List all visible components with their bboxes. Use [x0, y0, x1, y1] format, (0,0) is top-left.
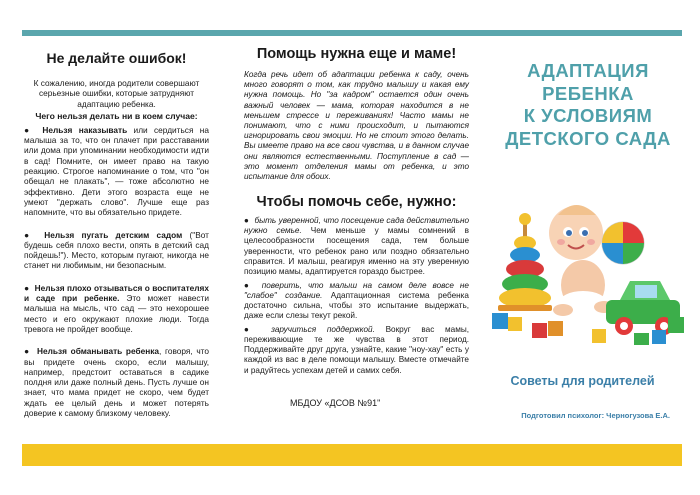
- item-text: ("Вот будешь себя плохо вести, опять в детский сад пойдешь!"). Место, которым пугают, никогда не станет ни любимым, ни безопасным.: [24, 229, 209, 271]
- bullet-icon: ●: [24, 282, 30, 293]
- bullet-icon: ●: [24, 346, 31, 357]
- ring-pyramid-icon: [498, 213, 552, 311]
- bullet-icon: ●: [24, 124, 34, 135]
- item-bold: Нельзя пугать детским садом: [44, 229, 183, 240]
- ball-icon: [602, 222, 644, 264]
- list-item: [24, 125, 209, 218]
- list-item: [24, 283, 209, 334]
- item-bold: Нельзя наказывать: [42, 124, 128, 135]
- title-line: ДЕТСКОГО САДА: [505, 127, 671, 149]
- selfhelp-heading: Чтобы помочь себе, нужно:: [256, 194, 457, 211]
- list-item: [24, 346, 209, 418]
- item-bold: Нельзя обманывать ребенка: [37, 346, 160, 357]
- item-italic: быть уверенной, что посещение сада действительно нужно семье.: [244, 216, 470, 236]
- mistakes-heading: Не делайте ошибок!: [46, 50, 187, 66]
- bullet-icon: ●: [244, 280, 253, 290]
- bullet-icon: ●: [244, 216, 250, 226]
- item-italic: заручиться поддержкой.: [271, 325, 375, 335]
- item-text: Чем меньше у мамы сомнений в целесообразности посещения сада, тем больше уверенности, что ребенок рано или поздно обязательно справится. И малыш, реагируя именно на эту уверенную позицию мамы, адаптируется гораздо быстрее.: [244, 226, 469, 276]
- advice-subtitle: Советы для родителей: [510, 374, 655, 388]
- organization-name: МБДОУ «ДСОВ №91": [290, 398, 381, 408]
- bottom-yellow-band: [22, 444, 682, 466]
- bullet-icon: ●: [244, 325, 258, 335]
- list-item: [244, 281, 469, 321]
- item-text: , говоря, что вы придете очень скоро, если малышу, например, предстоит оставаться в садике полдня или даже полный день. Пусть лучше он знает, что мама придет не скоро, чем будет ждать ее целый день и может потерять доверие к самому близкому человеку.: [24, 346, 209, 419]
- list-item: [244, 216, 469, 277]
- title-line: РЕБЕНКА: [542, 82, 634, 104]
- baby-icon: [549, 205, 614, 316]
- item-italic: поверить, что малыш на самом деле вовсе не "слабое" создание.: [244, 280, 469, 300]
- mom-heading: Помощь нужна еще и маме!: [256, 46, 457, 62]
- mom-paragraph: Когда речь идет об адаптации ребенка к саду, очень много говорят о том, как трудно малышу и какая ему нужна помощь. Но "за кадром" остается один очень важный человек — мама, которая находится в не меньшем стрессе и переживаниях! Часто мамы не понимают, что с ними происходит, и пытаются игнорировать свои эмоции. Но не стоит этого делать. Вы имеете право на все свои чувства, и в данном случае они являются естественными. Поступление в сад — это момент отделения мамы от ребенка, и это испытание для обоих.: [244, 70, 469, 182]
- top-accent-bar: [22, 30, 682, 36]
- item-bold: Нельзя плохо отзываться о воспитателях и саде при ребенке.: [24, 282, 210, 304]
- item-text: Адаптационная система ребенка достаточно сильна, чтобы это испытание выдержать, даже если слезы текут рекой.: [244, 290, 469, 321]
- brochure-title: [488, 60, 688, 150]
- author-credit: Подготовил психолог: Черногузова Е.А.: [521, 411, 670, 420]
- baby-toys-illustration: [488, 185, 688, 345]
- list-item: [244, 325, 469, 375]
- item-text: Вокруг вас мамы, переживающие те же чувства в этот период. Поддерживайте друг друга, узнайте, какие "ноу-хау" есть у каждой из вас в деле помощи малышу. Вместе отмечайте и радуйтесь успехам детей и самих себя.: [244, 325, 470, 375]
- column-mom-help: [244, 40, 469, 380]
- title-line: К УСЛОВИЯМ: [523, 105, 653, 126]
- list-item: [24, 230, 209, 271]
- item-text: Это может навести малыша на мысль, что сад — это нехорошее место и его окружают плохие люди. Тогда тревога не пройдет вообще.: [24, 293, 209, 334]
- mistakes-intro: К сожалению, иногда родители совершают серьезные ошибки, которые затрудняют адаптацию ребенка.: [33, 78, 200, 109]
- item-text: или сердиться на малыша за то, что он плачет при расставании или дома при упоминании необходимости идти в сад! Помните, он имеет право на такую реакцию. Строгое напоминание о том, что "он обещал не плакать", — тоже абсолютно не эффективно. Дети этого возраста еще не умеют "держать слово". Лучше еще раз напомните, что вы обязательно придете.: [24, 124, 209, 218]
- mistakes-subheading: Чего нельзя делать ни в коем случае:: [35, 110, 198, 121]
- bullet-icon: ●: [24, 229, 34, 240]
- title-line: АДАПТАЦИЯ: [527, 60, 649, 81]
- column-mistakes: [24, 40, 209, 430]
